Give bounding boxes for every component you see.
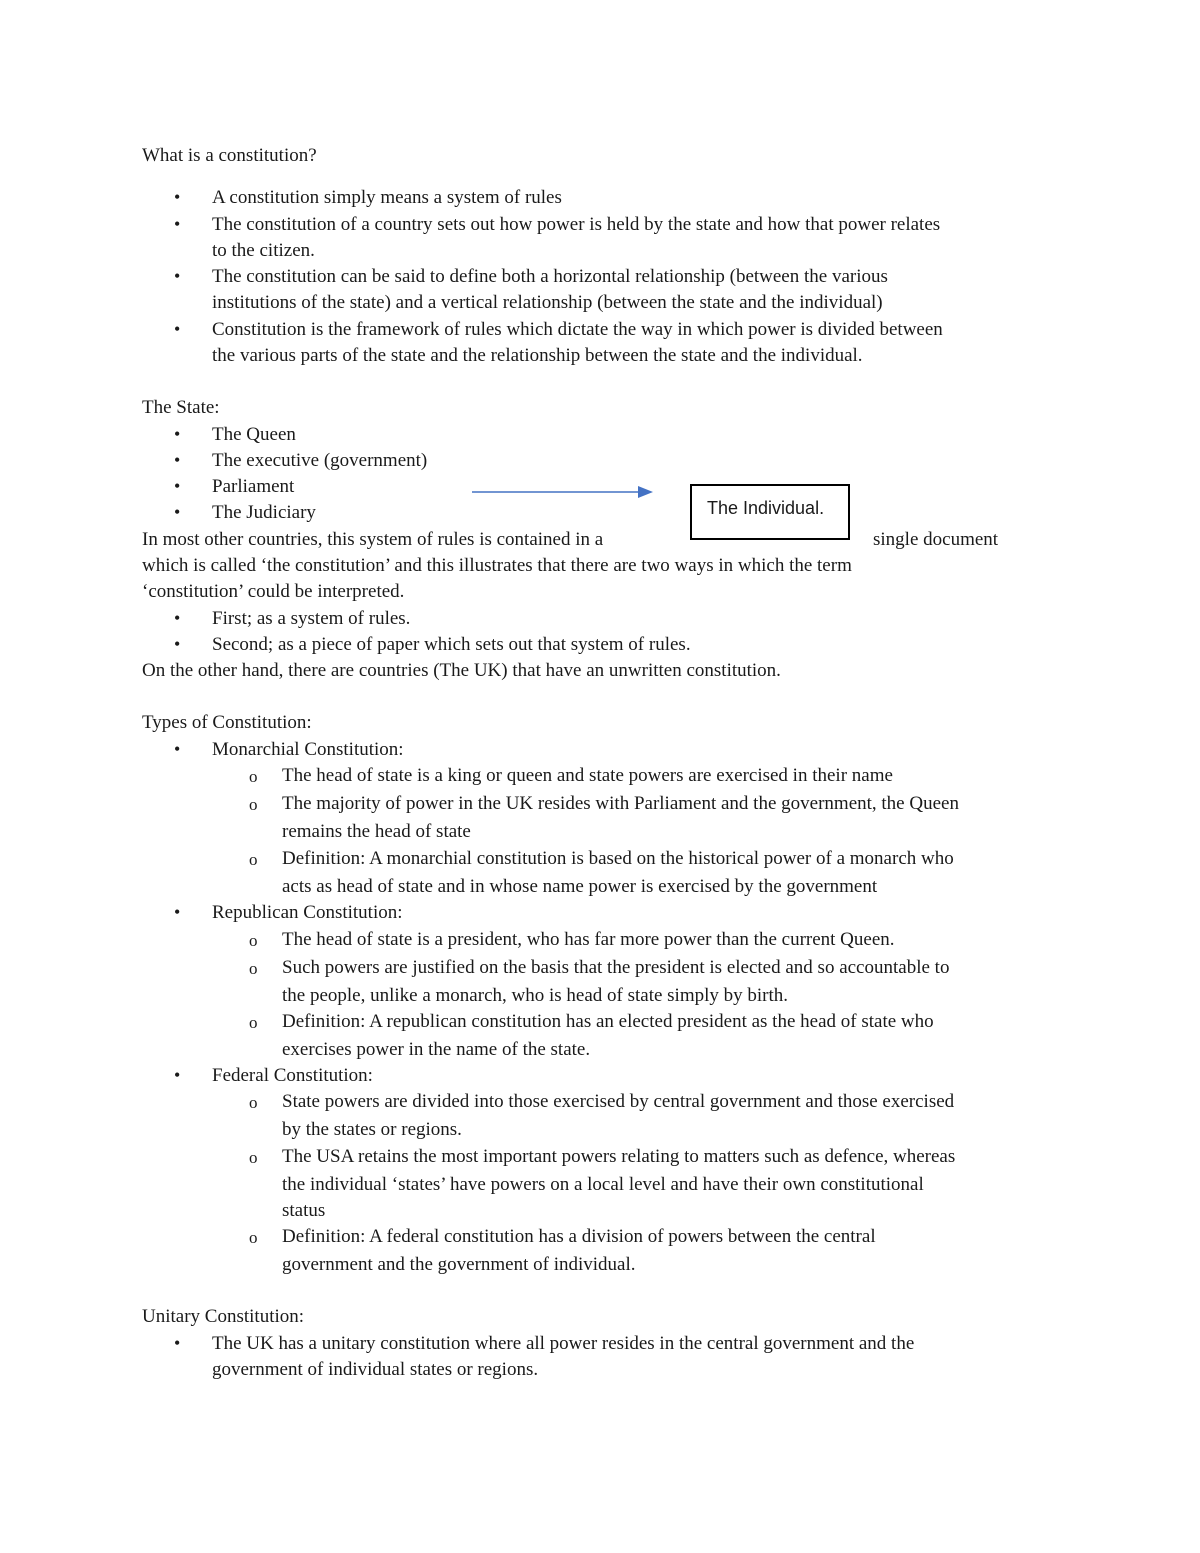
heading-what-is-constitution: What is a constitution?	[142, 145, 317, 166]
interpretation-second: Second; as a piece of paper which sets out that system of rules.	[212, 634, 691, 655]
heading-unitary-constitution: Unitary Constitution:	[142, 1306, 305, 1327]
individual-text-box: The Individual.	[690, 484, 850, 540]
state-item-parliament: Parliament	[212, 476, 295, 497]
bullet-icon: •	[174, 902, 181, 922]
paragraph-line-end: single document	[873, 529, 999, 550]
sub-bullet-icon: o	[249, 1013, 258, 1032]
bullet-text: The constitution of a country sets out how power is held by the state and how that power relates	[212, 214, 941, 235]
bullet-icon: •	[174, 502, 181, 522]
type-federal-title: Federal Constitution:	[212, 1065, 373, 1086]
sub-bullet-icon: o	[249, 1093, 258, 1112]
arrow-right-icon	[470, 482, 656, 502]
sub-bullet-text: The head of state is a president, who has far more power than the current Queen.	[282, 929, 895, 950]
bullet-text: A constitution simply means a system of rules	[212, 187, 562, 208]
bullet-icon: •	[174, 476, 181, 496]
sub-bullet-text: acts as head of state and in whose name power is exercised by the government	[282, 876, 878, 897]
sub-bullet-icon: o	[249, 931, 258, 950]
state-item-queen: The Queen	[212, 424, 296, 445]
sub-bullet-icon: o	[249, 1228, 258, 1247]
bullet-icon: •	[174, 214, 181, 234]
paragraph-line: which is called ‘the constitution’ and this illustrates that there are two ways in which the term	[142, 555, 852, 576]
bullet-icon: •	[174, 450, 181, 470]
interpretation-first: First; as a system of rules.	[212, 608, 411, 629]
bullet-icon: •	[174, 1333, 181, 1353]
sub-bullet-icon: o	[249, 1148, 258, 1167]
sub-bullet-icon: o	[249, 795, 258, 814]
sub-bullet-text: the individual ‘states’ have powers on a local level and have their own constitutional	[282, 1174, 924, 1195]
sub-bullet-icon: o	[249, 850, 258, 869]
sub-bullet-text: Such powers are justified on the basis that the president is elected and so accountable to	[282, 957, 950, 978]
sub-bullet-text: Definition: A republican constitution has an elected president as the head of state who	[282, 1011, 934, 1032]
sub-bullet-text: Definition: A federal constitution has a division of powers between the central	[282, 1226, 876, 1247]
bullet-icon: •	[174, 634, 181, 654]
sub-bullet-text: exercises power in the name of the state.	[282, 1039, 591, 1060]
paragraph-line: ‘constitution’ could be interpreted.	[142, 581, 405, 602]
bullet-icon: •	[174, 424, 181, 444]
state-item-executive: The executive (government)	[212, 450, 428, 471]
paragraph-unwritten: On the other hand, there are countries (The UK) that have an unwritten constitution.	[142, 660, 781, 681]
bullet-icon: •	[174, 266, 181, 286]
bullet-text: Constitution is the framework of rules which dictate the way in which power is divided between	[212, 319, 943, 340]
bullet-text: institutions of the state) and a vertical relationship (between the state and the individual)	[212, 292, 883, 313]
sub-bullet-text: Definition: A monarchial constitution is based on the historical power of a monarch who	[282, 848, 954, 869]
sub-bullet-text: State powers are divided into those exercised by central government and those exercised	[282, 1091, 955, 1112]
sub-bullet-text: the people, unlike a monarch, who is head of state simply by birth.	[282, 985, 789, 1006]
bullet-text: government of individual states or regions.	[212, 1359, 539, 1380]
type-republican-title: Republican Constitution:	[212, 902, 403, 923]
sub-bullet-text: The majority of power in the UK resides with Parliament and the government, the Queen	[282, 793, 959, 814]
sub-bullet-text: status	[282, 1200, 326, 1221]
sub-bullet-icon: o	[249, 767, 258, 786]
bullet-text: to the citizen.	[212, 240, 315, 261]
state-item-judiciary: The Judiciary	[212, 502, 316, 523]
sub-bullet-icon: o	[249, 959, 258, 978]
sub-bullet-text: government and the government of individual.	[282, 1254, 636, 1275]
bullet-text: The UK has a unitary constitution where all power resides in the central government and the	[212, 1333, 915, 1354]
sub-bullet-text: by the states or regions.	[282, 1119, 462, 1140]
bullet-icon: •	[174, 1065, 181, 1085]
heading-the-state: The State:	[142, 397, 220, 418]
paragraph-line: In most other countries, this system of rules is contained in a	[142, 529, 604, 550]
bullet-text: the various parts of the state and the relationship between the state and the individual.	[212, 345, 863, 366]
sub-bullet-text: remains the head of state	[282, 821, 471, 842]
bullet-icon: •	[174, 187, 181, 207]
bullet-text: The constitution can be said to define both a horizontal relationship (between the various	[212, 266, 888, 287]
bullet-icon: •	[174, 319, 181, 339]
type-monarchial-title: Monarchial Constitution:	[212, 739, 404, 760]
heading-types-of-constitution: Types of Constitution:	[142, 712, 312, 733]
bullet-icon: •	[174, 608, 181, 628]
sub-bullet-text: The USA retains the most important powers relating to matters such as defence, whereas	[282, 1146, 956, 1167]
sub-bullet-text: The head of state is a king or queen and state powers are exercised in their name	[282, 765, 893, 786]
bullet-icon: •	[174, 739, 181, 759]
